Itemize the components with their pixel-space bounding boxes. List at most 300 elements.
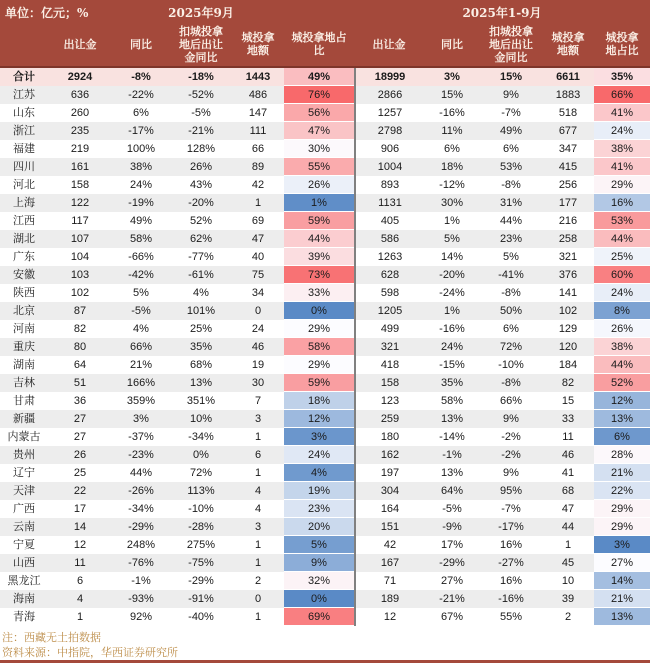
table-row — [0, 392, 650, 410]
table-row — [0, 410, 650, 428]
table-row — [0, 446, 650, 464]
note-tibet: 注：西藏无土拍数据 — [2, 631, 101, 644]
ytd-yoy-cell: 35% — [440, 377, 464, 389]
sep-yoy-cell: -5% — [131, 305, 151, 317]
sep-revenue-cell: 12 — [73, 539, 87, 551]
ytd-urban-amount-cell: 376 — [558, 269, 578, 281]
ytd-urban-amount-cell: 10 — [561, 575, 575, 587]
ytd-exurban-yoy-cell: -8% — [501, 179, 521, 191]
sep-revenue-cell: 107 — [70, 233, 90, 245]
ytd-exurban-yoy-cell: 9% — [503, 413, 519, 425]
ytd-urban-share-heat-cell: 8% — [594, 302, 650, 320]
column-header-sep-urban-share: 城投拿地占比 — [291, 31, 347, 57]
sep-exurban-yoy-cell: 0% — [193, 449, 209, 461]
ytd-exurban-yoy-cell: -7% — [501, 107, 521, 119]
ytd-urban-share-heat-cell: 44% — [594, 230, 650, 248]
sep-yoy-cell: 3% — [133, 413, 149, 425]
ytd-exurban-yoy-cell: -2% — [501, 449, 521, 461]
ytd-exurban-yoy-cell: 16% — [499, 539, 523, 551]
sep-yoy-cell: 359% — [126, 395, 156, 407]
sep-exurban-yoy-cell: 10% — [189, 413, 213, 425]
sep-revenue-cell: 14 — [73, 521, 87, 533]
sep-yoy-cell: -22% — [128, 89, 154, 101]
ytd-urban-amount-cell: 1883 — [555, 89, 581, 101]
ytd-urban-amount-cell: 129 — [558, 323, 578, 335]
sep-yoy-cell: -19% — [128, 197, 154, 209]
column-header-sep-urban-amount: 城投拿地额 — [241, 31, 275, 57]
ytd-urban-share-heat-cell: 22% — [594, 482, 650, 500]
sep-urban-amount-cell: 486 — [248, 89, 268, 101]
sep-urban-share-heat-cell: 19% — [284, 482, 354, 500]
ytd-revenue-cell: 321 — [354, 338, 424, 356]
ytd-revenue-cell: 405 — [354, 212, 424, 230]
sep-revenue-cell: 235 — [70, 125, 90, 137]
column-header-row — [0, 22, 650, 66]
sep-urban-amount-cell: 3 — [254, 521, 262, 533]
ytd-exurban-yoy-cell: 72% — [499, 341, 523, 353]
ytd-exurban-yoy-cell: 44% — [499, 215, 523, 227]
sep-urban-share-heat-cell: 49% — [284, 68, 354, 86]
sep-yoy-cell: -66% — [128, 251, 154, 263]
table-row — [0, 374, 650, 392]
ytd-urban-share-heat-cell: 27% — [594, 554, 650, 572]
ytd-yoy-cell: 5% — [444, 233, 460, 245]
sep-yoy-cell: -42% — [128, 269, 154, 281]
sep-exurban-yoy-cell: 25% — [189, 323, 213, 335]
table-row — [0, 284, 650, 302]
ytd-revenue-cell: 906 — [354, 140, 424, 158]
ytd-revenue-cell: 304 — [354, 482, 424, 500]
sep-exurban-yoy-cell: -77% — [188, 251, 214, 263]
ytd-exurban-yoy-cell: 16% — [499, 575, 523, 587]
sep-revenue-cell: 25 — [73, 467, 87, 479]
column-header-ytd-urban-amount: 城投拿地额 — [551, 31, 585, 57]
sep-exurban-yoy-cell: -28% — [188, 521, 214, 533]
sep-urban-amount-cell: 1 — [254, 557, 262, 569]
ytd-exurban-yoy-cell: 66% — [499, 395, 523, 407]
ytd-revenue-cell: 71 — [354, 572, 424, 590]
ytd-yoy-cell: -24% — [439, 287, 465, 299]
sep-yoy-cell: 58% — [129, 233, 153, 245]
table-row — [0, 320, 650, 338]
unit-label: 单位：亿元；% — [5, 6, 89, 20]
table-row — [0, 176, 650, 194]
sep-urban-share-heat-cell: 39% — [284, 248, 354, 266]
sep-urban-share-heat-cell: 76% — [284, 86, 354, 104]
sep-urban-amount-cell: 4 — [254, 503, 262, 515]
ytd-yoy-cell: -16% — [439, 107, 465, 119]
sep-exurban-yoy-cell: 62% — [189, 233, 213, 245]
sep-urban-share-heat-cell: 69% — [284, 608, 354, 626]
sep-revenue-cell: 2924 — [67, 71, 93, 83]
table-row — [0, 464, 650, 482]
sep-yoy-cell: 92% — [129, 611, 153, 623]
table-row — [0, 356, 650, 374]
sep-exurban-yoy-cell: 128% — [186, 143, 216, 155]
ytd-urban-share-heat-cell: 3% — [594, 536, 650, 554]
sep-urban-share-heat-cell: 20% — [284, 518, 354, 536]
sep-urban-share-heat-cell: 33% — [284, 284, 354, 302]
ytd-revenue-cell: 499 — [354, 320, 424, 338]
ytd-urban-share-heat-cell: 29% — [594, 176, 650, 194]
ytd-urban-amount-cell: 39 — [561, 593, 575, 605]
sep-yoy-cell: -17% — [128, 125, 154, 137]
sep-urban-share-heat-cell: 5% — [284, 536, 354, 554]
ytd-revenue-cell: 167 — [354, 554, 424, 572]
ytd-urban-amount-cell: 82 — [561, 377, 575, 389]
sep-urban-amount-cell: 1 — [254, 431, 262, 443]
sep-exurban-yoy-cell: 52% — [189, 215, 213, 227]
sep-exurban-yoy-cell: 26% — [189, 161, 213, 173]
ytd-urban-share-heat-cell: 29% — [594, 500, 650, 518]
ytd-urban-share-heat-cell: 41% — [594, 104, 650, 122]
sep-urban-amount-cell: 75 — [251, 269, 265, 281]
sep-urban-amount-cell: 1 — [254, 539, 262, 551]
sep-exurban-yoy-cell: -10% — [188, 503, 214, 515]
sep-yoy-cell: -26% — [128, 485, 154, 497]
ytd-revenue-cell: 180 — [354, 428, 424, 446]
sep-urban-share-heat-cell: 23% — [284, 500, 354, 518]
sep-urban-amount-cell: 69 — [251, 215, 265, 227]
row-label: 上海 — [13, 196, 35, 209]
column-header-sep-revenue: 出让金 — [63, 37, 97, 51]
ytd-revenue-cell: 164 — [354, 500, 424, 518]
row-label: 甘肃 — [13, 394, 35, 407]
ytd-revenue-cell: 586 — [354, 230, 424, 248]
ytd-exurban-yoy-cell: 6% — [503, 143, 519, 155]
ytd-urban-amount-cell: 44 — [561, 521, 575, 533]
ytd-urban-share-heat-cell: 53% — [594, 212, 650, 230]
table-row — [0, 428, 650, 446]
ytd-yoy-cell: 67% — [440, 611, 464, 623]
ytd-exurban-yoy-cell: -2% — [501, 431, 521, 443]
ytd-urban-share-heat-cell: 60% — [594, 266, 650, 284]
sep-revenue-cell: 102 — [70, 287, 90, 299]
row-label: 河南 — [13, 322, 35, 335]
ytd-urban-share-heat-cell: 24% — [594, 284, 650, 302]
ytd-yoy-cell: 14% — [440, 251, 464, 263]
sep-urban-amount-cell: 66 — [251, 143, 265, 155]
sep-exurban-yoy-cell: -18% — [188, 71, 214, 83]
table-header — [0, 0, 650, 68]
ytd-exurban-yoy-cell: 95% — [499, 485, 523, 497]
ytd-exurban-yoy-cell: 15% — [499, 71, 523, 83]
row-label: 青海 — [13, 610, 35, 623]
ytd-revenue-cell: 18999 — [354, 68, 424, 86]
sep-revenue-cell: 80 — [73, 341, 87, 353]
ytd-urban-share-heat-cell: 35% — [594, 68, 650, 86]
ytd-urban-share-heat-cell: 21% — [594, 590, 650, 608]
sep-revenue-cell: 219 — [70, 143, 90, 155]
column-header-sep-exurban-yoy: 扣城投拿地后出让金同比 — [179, 24, 223, 64]
sep-exurban-yoy-cell: -61% — [188, 269, 214, 281]
ytd-revenue-cell: 189 — [354, 590, 424, 608]
sep-revenue-cell: 6 — [76, 575, 84, 587]
ytd-revenue-cell: 1004 — [354, 158, 424, 176]
ytd-exurban-yoy-cell: -8% — [501, 287, 521, 299]
ytd-revenue-cell: 1263 — [354, 248, 424, 266]
ytd-revenue-cell: 158 — [354, 374, 424, 392]
ytd-urban-amount-cell: 415 — [558, 161, 578, 173]
row-label: 宁夏 — [13, 538, 35, 551]
table-row — [0, 194, 650, 212]
sep-revenue-cell: 117 — [71, 215, 89, 227]
sep-urban-amount-cell: 47 — [251, 233, 265, 245]
ytd-exurban-yoy-cell: 55% — [499, 611, 523, 623]
table-row — [0, 230, 650, 248]
row-label: 浙江 — [13, 124, 35, 137]
sep-yoy-cell: 44% — [129, 467, 153, 479]
sep-exurban-yoy-cell: -29% — [188, 575, 214, 587]
ytd-urban-share-heat-cell: 12% — [594, 392, 650, 410]
sep-urban-share-heat-cell: 0% — [284, 590, 354, 608]
sep-urban-amount-cell: 42 — [251, 179, 265, 191]
sep-yoy-cell: 38% — [129, 161, 153, 173]
ytd-yoy-cell: 18% — [440, 161, 464, 173]
sep-urban-amount-cell: 1443 — [245, 71, 271, 83]
ytd-urban-share-heat-cell: 41% — [594, 158, 650, 176]
ytd-exurban-yoy-cell: 23% — [499, 233, 523, 245]
ytd-yoy-cell: 11% — [441, 125, 463, 137]
ytd-exurban-yoy-cell: 9% — [503, 89, 519, 101]
sep-yoy-cell: 100% — [126, 143, 156, 155]
ytd-urban-amount-cell: 1 — [564, 539, 572, 551]
row-label: 陕西 — [13, 286, 35, 299]
row-label: 山西 — [13, 556, 35, 569]
sep-revenue-cell: 36 — [73, 395, 87, 407]
table-row — [0, 122, 650, 140]
ytd-yoy-cell: -29% — [439, 557, 465, 569]
ytd-urban-amount-cell: 6611 — [556, 71, 580, 83]
ytd-revenue-cell: 42 — [354, 536, 424, 554]
ytd-yoy-cell: -5% — [442, 503, 462, 515]
ytd-urban-amount-cell: 11 — [562, 431, 574, 443]
sep-revenue-cell: 51 — [73, 377, 87, 389]
table-row — [0, 140, 650, 158]
sep-urban-share-heat-cell: 32% — [284, 572, 354, 590]
ytd-urban-amount-cell: 677 — [558, 125, 578, 137]
ytd-yoy-cell: -16% — [439, 323, 465, 335]
row-label: 重庆 — [13, 340, 35, 353]
sep-revenue-cell: 1 — [76, 611, 84, 623]
table-row — [0, 572, 650, 590]
ytd-urban-share-heat-cell: 38% — [594, 140, 650, 158]
sep-exurban-yoy-cell: -20% — [188, 197, 214, 209]
ytd-urban-share-heat-cell: 16% — [594, 194, 650, 212]
ytd-revenue-cell: 628 — [354, 266, 424, 284]
ytd-yoy-cell: -12% — [439, 179, 465, 191]
table-row — [0, 338, 650, 356]
sep-urban-share-heat-cell: 29% — [284, 356, 354, 374]
table-row — [0, 536, 650, 554]
ytd-revenue-cell: 123 — [354, 392, 424, 410]
sep-urban-share-heat-cell: 18% — [284, 392, 354, 410]
note-source: 资料来源：中指院，华西证券研究所 — [2, 646, 178, 659]
sep-yoy-cell: 166% — [126, 377, 156, 389]
sep-urban-amount-cell: 147 — [248, 107, 268, 119]
ytd-urban-amount-cell: 347 — [558, 143, 578, 155]
ytd-yoy-cell: -21% — [439, 593, 465, 605]
row-label: 广西 — [13, 502, 35, 515]
sep-urban-amount-cell: 34 — [251, 287, 265, 299]
ytd-yoy-cell: 15% — [440, 89, 464, 101]
ytd-yoy-cell: 1% — [444, 215, 460, 227]
sep-yoy-cell: 4% — [133, 323, 149, 335]
ytd-urban-share-heat-cell: 13% — [594, 608, 650, 626]
ytd-revenue-cell: 1257 — [354, 104, 424, 122]
ytd-urban-amount-cell: 141 — [558, 287, 578, 299]
sep-revenue-cell: 260 — [70, 107, 90, 119]
sep-exurban-yoy-cell: 351% — [186, 395, 216, 407]
sep-yoy-cell: 6% — [133, 107, 149, 119]
sep-urban-amount-cell: 1 — [254, 467, 262, 479]
sep-yoy-cell: -93% — [128, 593, 154, 605]
ytd-urban-amount-cell: 15 — [561, 395, 575, 407]
sep-urban-share-heat-cell: 56% — [284, 104, 354, 122]
sep-urban-share-heat-cell: 44% — [284, 230, 354, 248]
ytd-revenue-cell: 12 — [354, 608, 424, 626]
ytd-urban-share-heat-cell: 26% — [594, 320, 650, 338]
sep-urban-amount-cell: 3 — [254, 413, 262, 425]
period-ytd-title: 2025年1-9月 — [462, 6, 542, 20]
sep-exurban-yoy-cell: -21% — [188, 125, 214, 137]
sep-yoy-cell: 248% — [126, 539, 156, 551]
row-label: 海南 — [13, 592, 35, 605]
ytd-revenue-cell: 151 — [354, 518, 424, 536]
sep-yoy-cell: -23% — [128, 449, 154, 461]
sep-urban-amount-cell: 1 — [254, 611, 262, 623]
table-row — [0, 302, 650, 320]
sep-yoy-cell: -37% — [128, 431, 154, 443]
sep-urban-amount-cell: 30 — [251, 377, 265, 389]
ytd-yoy-cell: 3% — [444, 71, 460, 83]
sep-urban-share-heat-cell: 55% — [284, 158, 354, 176]
sep-urban-share-heat-cell: 59% — [284, 212, 354, 230]
sep-revenue-cell: 104 — [70, 251, 90, 263]
sep-exurban-yoy-cell: 43% — [189, 179, 213, 191]
ytd-urban-share-heat-cell: 66% — [594, 86, 650, 104]
table-row — [0, 212, 650, 230]
ytd-urban-amount-cell: 47 — [561, 503, 575, 515]
ytd-urban-share-heat-cell: 21% — [594, 464, 650, 482]
ytd-exurban-yoy-cell: -41% — [498, 269, 524, 281]
ytd-exurban-yoy-cell: 31% — [499, 197, 523, 209]
sep-urban-share-heat-cell: 47% — [284, 122, 354, 140]
ytd-yoy-cell: -9% — [442, 521, 462, 533]
ytd-urban-share-heat-cell: 28% — [594, 446, 650, 464]
sep-yoy-cell: 24% — [129, 179, 153, 191]
sep-yoy-cell: -76% — [128, 557, 154, 569]
ytd-urban-amount-cell: 321 — [558, 251, 578, 263]
ytd-yoy-cell: 64% — [440, 485, 464, 497]
row-label: 福建 — [13, 142, 35, 155]
sep-yoy-cell: -34% — [128, 503, 154, 515]
ytd-urban-share-heat-cell: 25% — [594, 248, 650, 266]
ytd-yoy-cell: 13% — [440, 413, 464, 425]
table-row — [0, 554, 650, 572]
ytd-revenue-cell: 893 — [354, 176, 424, 194]
sep-yoy-cell: -29% — [128, 521, 154, 533]
sep-urban-share-heat-cell: 24% — [284, 446, 354, 464]
sep-exurban-yoy-cell: 72% — [189, 467, 213, 479]
table-row — [0, 590, 650, 608]
table-row — [0, 518, 650, 536]
table-body — [0, 68, 650, 626]
sep-revenue-cell: 636 — [70, 89, 90, 101]
sep-urban-amount-cell: 111 — [249, 125, 267, 137]
table-row — [0, 266, 650, 284]
sep-revenue-cell: 17 — [73, 503, 87, 515]
row-label: 新疆 — [13, 412, 35, 425]
ytd-exurban-yoy-cell: 9% — [503, 467, 519, 479]
ytd-revenue-cell: 418 — [354, 356, 424, 374]
table-row — [0, 86, 650, 104]
ytd-revenue-cell: 197 — [354, 464, 424, 482]
sep-exurban-yoy-cell: 113% — [187, 485, 215, 497]
ytd-yoy-cell: 24% — [440, 341, 464, 353]
sep-urban-amount-cell: 7 — [254, 395, 262, 407]
ytd-revenue-cell: 1131 — [354, 194, 424, 212]
ytd-urban-share-heat-cell: 13% — [594, 410, 650, 428]
sep-urban-amount-cell: 89 — [251, 161, 265, 173]
sep-revenue-cell: 103 — [70, 269, 90, 281]
ytd-revenue-cell: 259 — [354, 410, 424, 428]
ytd-urban-amount-cell: 518 — [558, 107, 578, 119]
row-label: 湖南 — [13, 358, 35, 371]
ytd-exurban-yoy-cell: -8% — [501, 377, 521, 389]
ytd-revenue-cell: 162 — [354, 446, 424, 464]
row-label: 吉林 — [13, 376, 35, 389]
ytd-urban-share-heat-cell: 14% — [594, 572, 650, 590]
table-row — [0, 248, 650, 266]
sep-urban-amount-cell: 46 — [251, 341, 265, 353]
sep-revenue-cell: 11 — [74, 557, 86, 569]
sep-urban-share-heat-cell: 9% — [284, 554, 354, 572]
sep-urban-share-heat-cell: 59% — [284, 374, 354, 392]
sep-yoy-cell: -1% — [131, 575, 151, 587]
sep-urban-amount-cell: 24 — [251, 323, 265, 335]
sep-exurban-yoy-cell: -40% — [188, 611, 214, 623]
sep-exurban-yoy-cell: -75% — [188, 557, 214, 569]
sep-urban-amount-cell: 2 — [254, 575, 262, 587]
row-label: 江西 — [13, 214, 35, 227]
ytd-exurban-yoy-cell: -27% — [498, 557, 524, 569]
sep-revenue-cell: 64 — [73, 359, 87, 371]
ytd-urban-amount-cell: 258 — [558, 233, 578, 245]
sep-urban-share-heat-cell: 73% — [284, 266, 354, 284]
row-label: 山东 — [13, 106, 35, 119]
sep-revenue-cell: 161 — [70, 161, 90, 173]
ytd-yoy-cell: 6% — [444, 143, 460, 155]
sep-urban-amount-cell: 0 — [254, 593, 262, 605]
sep-exurban-yoy-cell: 101% — [186, 305, 216, 317]
sep-exurban-yoy-cell: 4% — [193, 287, 209, 299]
sep-urban-amount-cell: 1 — [254, 197, 262, 209]
footer-notes — [0, 626, 650, 660]
ytd-yoy-cell: 13% — [440, 467, 464, 479]
ytd-urban-share-heat-cell: 52% — [594, 374, 650, 392]
ytd-urban-amount-cell: 41 — [561, 467, 575, 479]
row-label: 河北 — [13, 178, 35, 191]
table-row — [0, 104, 650, 122]
ytd-exurban-yoy-cell: 6% — [503, 323, 519, 335]
sep-urban-share-heat-cell: 26% — [284, 176, 354, 194]
sep-yoy-cell: -8% — [131, 71, 151, 83]
ytd-exurban-yoy-cell: -7% — [501, 503, 521, 515]
sep-urban-share-heat-cell: 29% — [284, 320, 354, 338]
sep-urban-share-heat-cell: 12% — [284, 410, 354, 428]
sep-revenue-cell: 82 — [73, 323, 87, 335]
